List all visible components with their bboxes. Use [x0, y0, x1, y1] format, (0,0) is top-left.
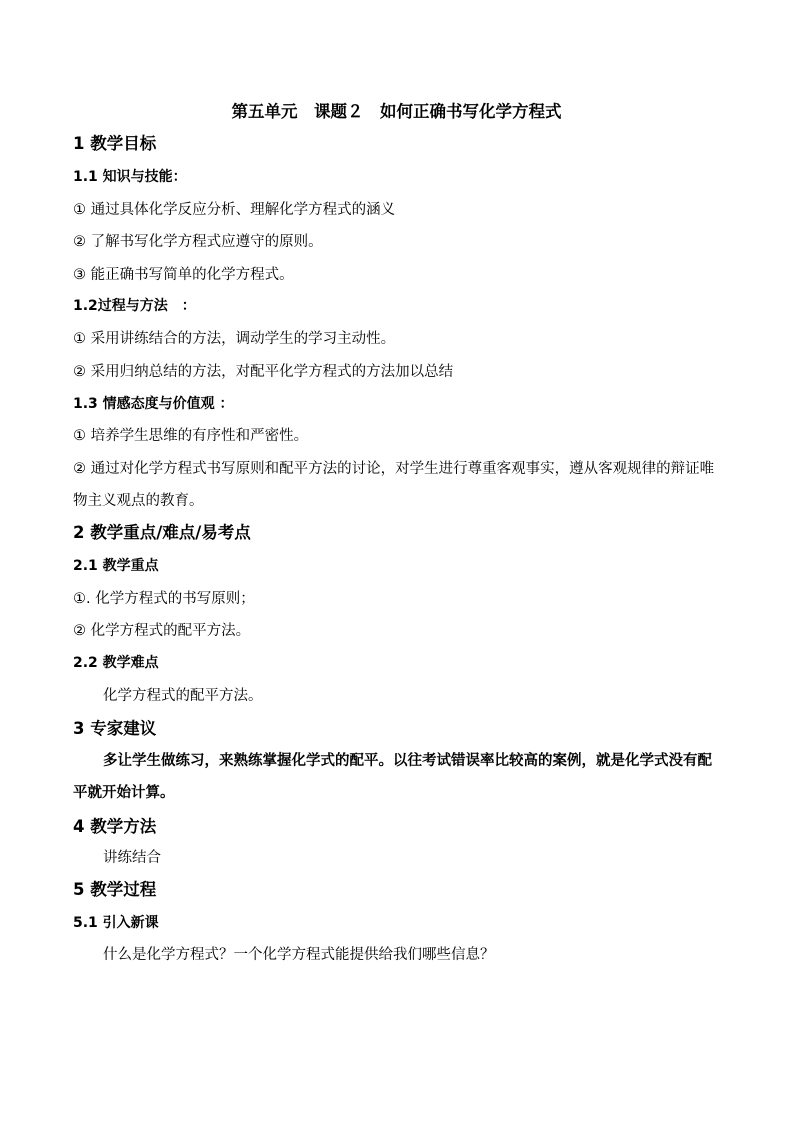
- section-5-1-heading: 5.1 引入新课: [73, 915, 159, 931]
- list-item: ② 采用归纳总结的方法，对配平化学方程式的方法加以总结: [73, 364, 454, 380]
- paragraph: 多让学生做练习，来熟练掌握化学式的配平。以往考试错误率比较高的案例，就是化学式没有配平就开始计算。: [73, 753, 712, 801]
- list-item: ① 采用讲练结合的方法，调动学生的学习主动性。: [73, 331, 396, 347]
- section-1-3-heading: 1.3 情感态度与价值观 ：: [73, 396, 234, 412]
- list-item: ① 通过具体化学反应分析、理解化学方程式的涵义: [73, 202, 396, 218]
- list-item: ① 培养学生思维的有序性和严密性。: [73, 428, 309, 444]
- section-1-1-heading: 1.1 知识与技能：: [73, 169, 187, 185]
- document-title: 第五单元 课题２ 如何正确书写化学方程式: [231, 102, 562, 121]
- list-item: ② 通过对化学方程式书写原则和配平方法的讨论，对学生进行尊重客观事实，遵从客观规律的辩证唯物主义观点的教育。: [73, 461, 715, 509]
- list-item: ③ 能正确书写简单的化学方程式。: [73, 267, 294, 283]
- list-item: ② 了解书写化学方程式应遵守的原则。: [73, 234, 323, 250]
- list-item: ①. 化学方程式的书写原则；: [73, 591, 255, 607]
- list-item: ② 化学方程式的配平方法。: [73, 623, 251, 639]
- paragraph: 什么是化学方程式？一个化学方程式能提供给我们哪些信息？: [103, 947, 495, 963]
- paragraph: 化学方程式的配平方法。: [103, 688, 263, 704]
- section-2-1-heading: 2.1 教学重点: [73, 558, 159, 574]
- section-4-heading: 4 教学方法: [73, 817, 157, 836]
- section-1-heading: 1 教学目标: [73, 134, 157, 153]
- section-1-2-heading: 1.2过程与方法 ：: [73, 298, 196, 314]
- section-5-heading: 5 教学过程: [73, 880, 157, 899]
- section-2-heading: 2 教学重点/难点/易考点: [73, 523, 251, 542]
- paragraph: 讲练结合: [103, 850, 161, 866]
- section-3-heading: 3 专家建议: [73, 719, 157, 738]
- section-2-2-heading: 2.2 教学难点: [73, 655, 159, 671]
